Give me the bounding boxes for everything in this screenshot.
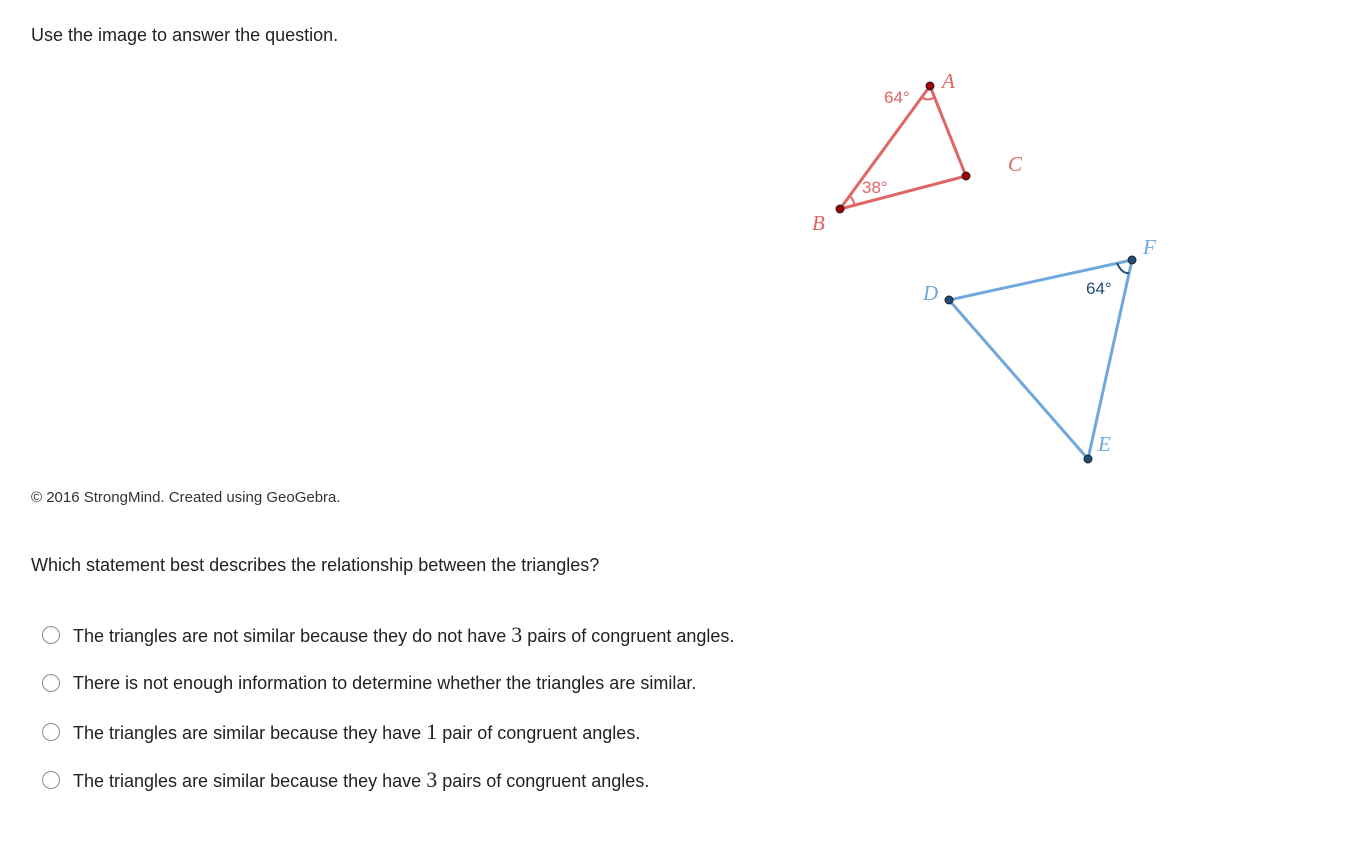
vertex-c[interactable] [962, 172, 970, 180]
vertex-f[interactable] [1128, 256, 1136, 264]
option-1[interactable] [42, 622, 802, 648]
option-4[interactable] [42, 767, 802, 793]
vertex-d[interactable] [945, 296, 953, 304]
option-4-label: The triangles are similar because they have 3 pairs of congruent angles. [73, 767, 650, 792]
option-2-label: There is not enough information to determine whether the triangles are similar. [73, 672, 697, 693]
radio-button-3[interactable] [42, 723, 60, 741]
option-3[interactable] [42, 719, 802, 745]
angle-label-a: 64° [884, 88, 910, 107]
angle-label-f: 64° [1086, 279, 1112, 298]
vertex-a[interactable] [926, 82, 934, 90]
label-c: C [1008, 152, 1023, 176]
label-f: F [1143, 235, 1156, 259]
radio-button-1[interactable] [42, 626, 60, 644]
option-1-label: The triangles are not similar because they do not have 3 pairs of congruent angles. [73, 622, 735, 647]
label-d: D [923, 281, 939, 305]
vertex-e[interactable] [1084, 455, 1092, 463]
label-a: A [942, 69, 955, 93]
angle-arc-b [850, 196, 854, 205]
radio-button-2[interactable] [42, 674, 60, 692]
angle-arc-f [1117, 263, 1129, 273]
label-e: E [1098, 432, 1111, 456]
option-2[interactable] [42, 670, 802, 696]
triangles-figure [800, 62, 1180, 472]
angle-arc-a [922, 97, 935, 100]
instruction-text: Use the image to answer the question. [31, 25, 339, 45]
vertex-b[interactable] [836, 205, 844, 213]
copyright-text: © 2016 StrongMind. Created using GeoGebra. [31, 489, 341, 506]
radio-button-4[interactable] [42, 771, 60, 789]
angle-label-b: 38° [862, 178, 888, 197]
option-3-label: The triangles are similar because they have 1 pair of congruent angles. [73, 719, 641, 744]
label-b: B [812, 211, 825, 235]
question-text: Which statement best describes the relationship between the triangles? [31, 555, 600, 575]
